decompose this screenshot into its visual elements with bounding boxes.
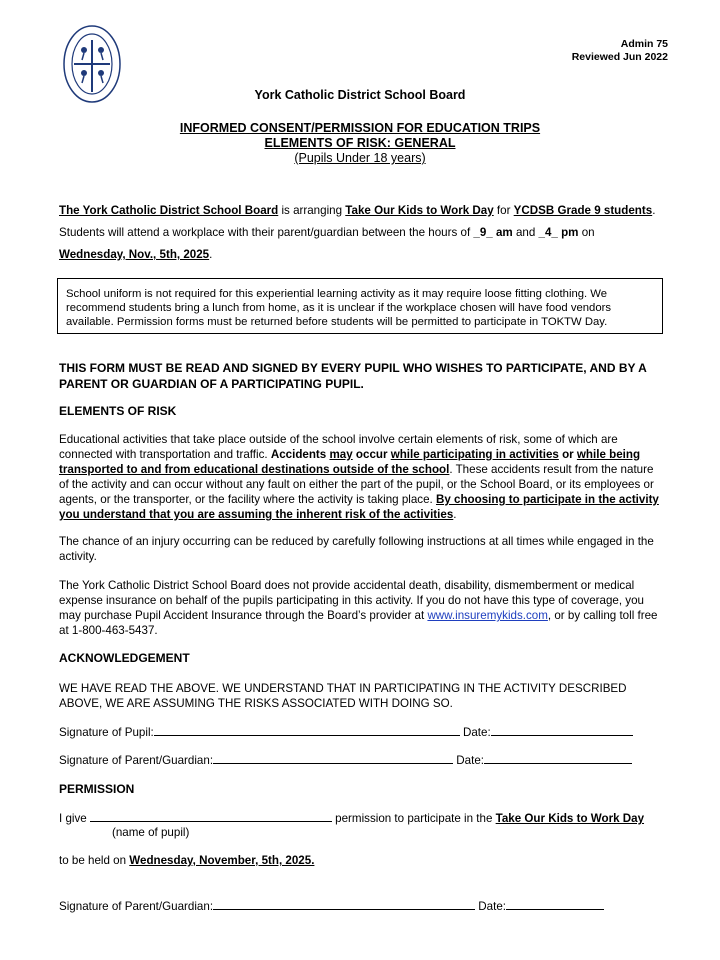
intro-text: . Students will attend a workplace with their parent/guardian between the hours of [59,204,656,239]
risk-occur: occur [352,448,391,461]
insurance-paragraph [59,578,659,638]
pupil-name-field[interactable] [90,811,332,822]
risk-choosing: By choosing to participate in the activity you understand that you are assuming the inherent risk of the activities [59,493,659,521]
form-title-line3: (Pupils Under 18 years) [294,151,426,165]
insurance-text: , or by calling toll free at 1-800-463-5437. [59,609,658,637]
parent-signature-row [59,753,632,768]
form-title-line1: INFORMED CONSENT/PERMISSION FOR EDUCATION TRIPS [179,121,541,135]
permission-heading: PERMISSION [59,782,135,796]
admin-code: Admin 75 [620,38,668,50]
intro-end-time: _4_ pm [538,226,579,239]
parent-date-label: Date: [456,754,484,767]
permission-row [59,811,644,826]
intro-text: for [493,204,514,217]
permission-text: permission to participate in the [331,812,496,825]
reviewed-date: Reviewed Jun 2022 [571,51,668,63]
pupil-signature-label: Signature of Pupil: [59,726,154,739]
intro-paragraph [59,200,659,266]
form-title-line2: ELEMENTS OF RISK: GENERAL [264,136,456,150]
form-title [0,121,720,166]
risk-while-participating: while participating in activities [390,448,559,461]
admin-reference [572,38,668,64]
intro-event: Take Our Kids to Work Day [345,204,494,217]
risk-or: or [558,448,577,461]
permission-i-give: I give [59,812,90,825]
parent-date-field[interactable] [484,753,632,764]
insurance-link[interactable]: www.insuremykids.com [427,609,548,622]
intro-group: YCDSB Grade 9 students [513,204,653,217]
held-on-row [59,854,314,868]
intro-date: Wednesday, Nov., 5th, 2025 [59,248,210,261]
permission-date-field[interactable] [506,899,604,910]
insurance-text: The York Catholic District School Board does not provide accidental death, disability, dismemberment or medical expense insurance on behalf of the pupils participating in this activity. If you do not have this type of coverage, you may purchase Pupil Accident Insurance through the Board’s provider at [59,579,644,622]
permission-event: Take Our Kids to Work Day [495,812,645,825]
intro-text: . [209,248,213,261]
chance-paragraph: The chance of an injury occurring can be reduced by carefully following instructions at all times while engaged in the activity. [59,535,654,563]
parent-signature-label: Signature of Parent/Guardian: [59,754,214,767]
intro-text: and [512,226,539,239]
name-of-pupil-caption: (name of pupil) [112,826,190,839]
pupil-date-field[interactable] [491,725,633,736]
risk-text: Educational activities that take place outside of the school involve certain elements of risk, some of which are connected with transportation and traffic. [59,433,618,461]
intro-text: is arranging [278,204,346,217]
risk-accidents: Accidents [270,448,330,461]
board-title: York Catholic District School Board [254,88,466,102]
permission-signature-label: Signature of Parent/Guardian: [59,900,214,913]
permission-signature-row [59,899,604,914]
pupil-signature-field[interactable] [154,725,460,736]
ack-heading: ACKNOWLEDGEMENT [59,651,190,665]
held-on-label: to be held on [59,854,130,867]
risk-paragraph [59,432,659,522]
risk-text: . [453,508,457,521]
parent-signature-field[interactable] [213,753,453,764]
ack-text: WE HAVE READ THE ABOVE. WE UNDERSTAND THAT IN PARTICIPATING IN THE ACTIVITY DESCRIBED ABOVE, WE ARE ASSUMING THE RISKS ASSOCIATED WITH DOING SO. [59,682,627,710]
risk-heading: ELEMENTS OF RISK [59,404,177,418]
intro-start-time: _9_ am [473,226,513,239]
pupil-signature-row [59,725,633,740]
permission-signature-field[interactable] [213,899,475,910]
pupil-date-label: Date: [462,726,491,739]
risk-text: . These accidents result from the nature of the activity and can occur without any fault on either the part of the pupil, or the School Board, or its employees or agents, or the transporter, or the facility where the activity is taking place. [59,463,654,506]
risk-while-transported: while being transported to and from educational destinations outside of the school [59,448,641,476]
must-read-notice: THIS FORM MUST BE READ AND SIGNED BY EVERY PUPIL WHO WISHES TO PARTICIPATE, AND BY A PARENT OR GUARDIAN OF A PARTICIPATING PUPIL. [59,361,647,391]
notice-box: School uniform is not required for this experiential learning activity as it may require loose fitting clothing. We recommend students bring a lunch from home, as it is unclear if the workplace chosen will have food vendors available. Permission forms must be returned before students will be permitted to participate in TOKTW Day. [57,278,663,334]
held-on-date: Wednesday, November, 5th, 2025. [129,854,315,867]
intro-board: The York Catholic District School Board [59,204,279,217]
intro-text: on [578,226,595,239]
risk-may: may [329,448,353,461]
permission-date-label: Date: [478,900,506,913]
